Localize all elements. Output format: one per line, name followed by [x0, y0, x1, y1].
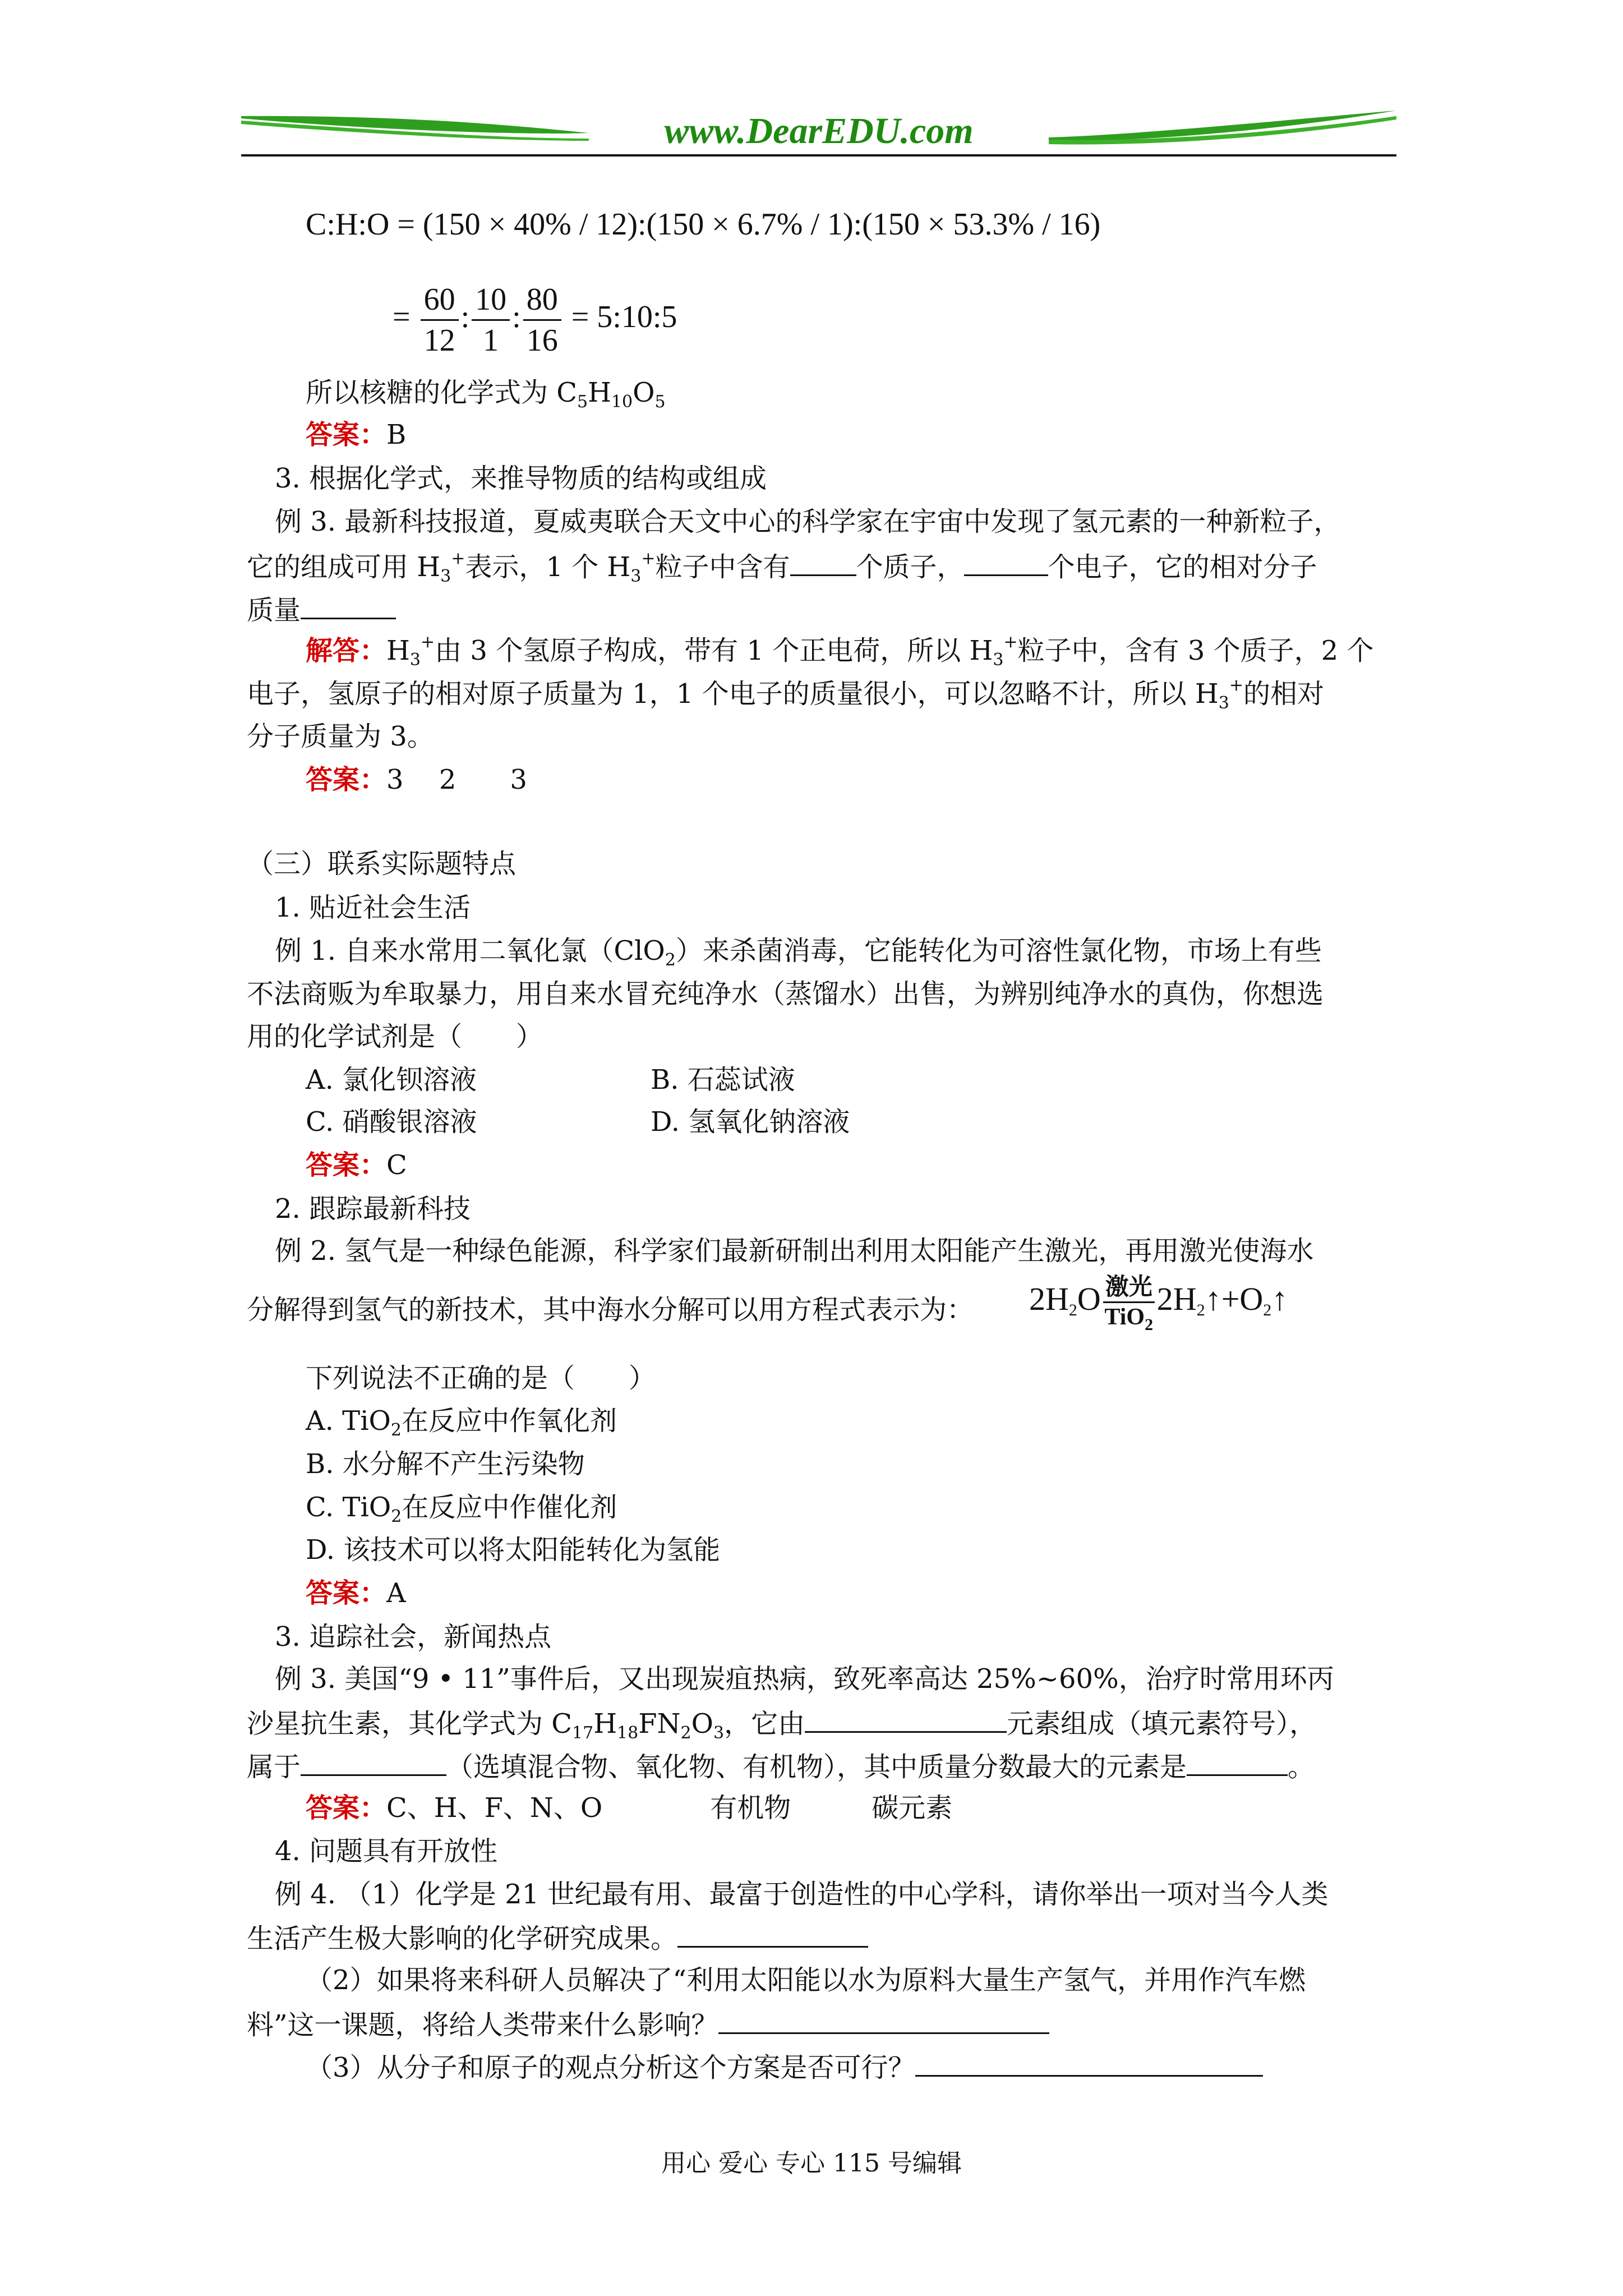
q3-line-2: 沙星抗生素，其化学式为 $C_{17}H_{18}FN_2O_3$，它由 元素组成（填元素符号）， [247, 1705, 1316, 1741]
example-3-line-3: 质量 [247, 592, 396, 627]
ribose-formula-line: 所以核糖的化学式为 $C_5H_{10}O_5$ [306, 377, 666, 412]
subsection-3: 3. 追踪社会，新闻热点 [275, 1621, 552, 1653]
q2-option-c[interactable]: C. TiO$_2$在反应中作催化剂 [306, 1492, 617, 1526]
q4-line-4: 料”这一课题，将给人类带来什么影响？ [247, 2007, 1049, 2042]
reaction-condition: 激光 TiO$_2$ [1103, 1273, 1155, 1331]
solution-label: 解答： [306, 635, 387, 666]
answer-line-3: 答案：C [306, 1149, 407, 1181]
page-footer: 用心 爱心 专心 115 号编辑 [661, 2149, 962, 2178]
q2-line-2: 分解得到氢气的新技术，其中海水分解可以用方程式表示为： [247, 1294, 974, 1326]
solution-3-line-1: 解答：$H_3^+$由 3 个氢原子构成，带有 1 个正电荷，所以 $H_3^+$粒子中，含有 3 个质子，2 个 [306, 632, 1374, 670]
q2-line-3: 下列说法不正确的是（ ） [306, 1363, 656, 1394]
calc-expression: C:H:O = (150 × 40% / 12):(150 × 6.7% / 1):(150 × 53.3% / 16) [306, 207, 1101, 242]
blank-protons[interactable] [790, 549, 856, 576]
water-decomposition-equation: $2H_2O$ 激光 TiO$_2$ $2H_2↑+O_2↑$ [1029, 1274, 1288, 1334]
q1-option-a[interactable]: A. 氯化钡溶液 [306, 1064, 477, 1096]
answer-line-5: 答案：C、H、F、N、O 有机物 碳元素 [306, 1792, 953, 1824]
example-3-line-2: 它的组成可用 $H_3^+$表示，1 个 $H_3^+$粒子中含有 个质子， 个电子，它的相对分子 [247, 549, 1317, 586]
blank-elements[interactable] [805, 1705, 1007, 1733]
q1-option-c[interactable]: C. 硝酸银溶液 [306, 1106, 477, 1138]
subsection-2: 2. 跟踪最新科技 [275, 1193, 471, 1225]
fraction-1: $\frac{60}{12}$ [421, 280, 459, 360]
q1-line-3: 用的化学试剂是（ ） [247, 1021, 543, 1052]
q1-line-2: 不法商贩为牟取暴力，用自来水冒充纯净水（蒸馏水）出售，为辨别纯净水的真伪，你想选 [247, 978, 1324, 1010]
fraction-3: $\frac{80}{16}$ [523, 280, 561, 360]
answer-line-1: 答案：B [306, 419, 407, 450]
q4-line-1: 例 4. （1）化学是 21 世纪最有用、最富于创造性的中心学科，请你举出一项对当今人类 [275, 1879, 1329, 1910]
answer-label: 答案： [306, 419, 387, 450]
q2-option-a[interactable]: A. TiO$_2$在反应中作氧化剂 [306, 1405, 617, 1440]
solution-3-line-2: 电子，氢原子的相对原子质量为 1，1 个电子的质量很小，可以忽略不计，所以 $H_3^+$的相对 [247, 675, 1324, 713]
calc-line-2: = $\frac{60}{12}$ : $\frac{10}{1}$ : $\frac{80}{16}$ = 5:10:5 [393, 275, 677, 360]
q4-line-2: 生活产生极大影响的化学研究成果。 [247, 1920, 868, 1955]
header-swoosh-logo [241, 104, 1396, 160]
answer-line-2: 答案：3 2 3 [306, 764, 527, 795]
section-three-heading: （三）联系实际题特点 [247, 848, 517, 880]
blank-classification[interactable] [301, 1749, 446, 1776]
header-logo-text: www.DearEDU.com [664, 111, 974, 151]
q4-line-5: （3）从分子和原子的观点分析这个方案是否可行？ [306, 2049, 1263, 2085]
q3-line-1: 例 3. 美国“9 • 11”事件后，又出现炭疽热病，致死率高达 25%~60%，治疗时常用环丙 [275, 1663, 1334, 1695]
q1-line-1: 例 1. 自来水常用二氧化氯（ClO$_2$）来杀菌消毒，它能转化为可溶性氯化物，市场上有些 [275, 935, 1322, 970]
q2-line-1: 例 2. 氢气是一种绿色能源，科学家们最新研制出利用太阳能产生激光，再用激光使海水 [275, 1235, 1314, 1267]
blank-max-element[interactable] [1187, 1749, 1288, 1776]
q2-option-b[interactable]: B. 水分解不产生污染物 [306, 1448, 585, 1480]
answer-line-4: 答案：A [306, 1577, 406, 1609]
q1-option-d[interactable]: D. 氢氧化钠溶液 [651, 1106, 850, 1138]
q2-option-d[interactable]: D. 该技术可以将太阳能转化为氢能 [306, 1534, 721, 1566]
calc-eq-sign: = [393, 300, 411, 334]
blank-electrons[interactable] [964, 549, 1048, 576]
example-3-line-1: 例 3. 最新科技报道，夏威夷联合天文中心的科学家在宇宙中发现了氢元素的一种新粒子， [275, 506, 1341, 537]
calc-line-1 [306, 208, 1100, 241]
section-3-heading: 3. 根据化学式，来推导物质的结构或组成 [275, 463, 767, 494]
calc-ratio: = 5:10:5 [571, 300, 677, 334]
site-header-banner [241, 104, 1396, 160]
blank-q4-1[interactable] [677, 1920, 868, 1948]
blank-molecular-mass[interactable] [301, 592, 396, 619]
q1-option-b[interactable]: B. 石蕊试液 [651, 1064, 795, 1096]
blank-q4-2[interactable] [718, 2007, 1049, 2034]
blank-q4-3[interactable] [915, 2049, 1263, 2077]
solution-3-line-3: 分子质量为 3。 [247, 721, 434, 752]
fraction-2: $\frac{10}{1}$ [472, 280, 510, 360]
q4-line-3: （2）如果将来科研人员解决了“利用太阳能以水为原料大量生产氢气，并用作汽车燃 [306, 1964, 1306, 1996]
q3-line-3: 属于 （选填混合物、氧化物、有机物），其中质量分数最大的元素是 。 [247, 1749, 1315, 1784]
subsection-1: 1. 贴近社会生活 [275, 892, 471, 923]
subsection-4: 4. 问题具有开放性 [275, 1835, 498, 1867]
